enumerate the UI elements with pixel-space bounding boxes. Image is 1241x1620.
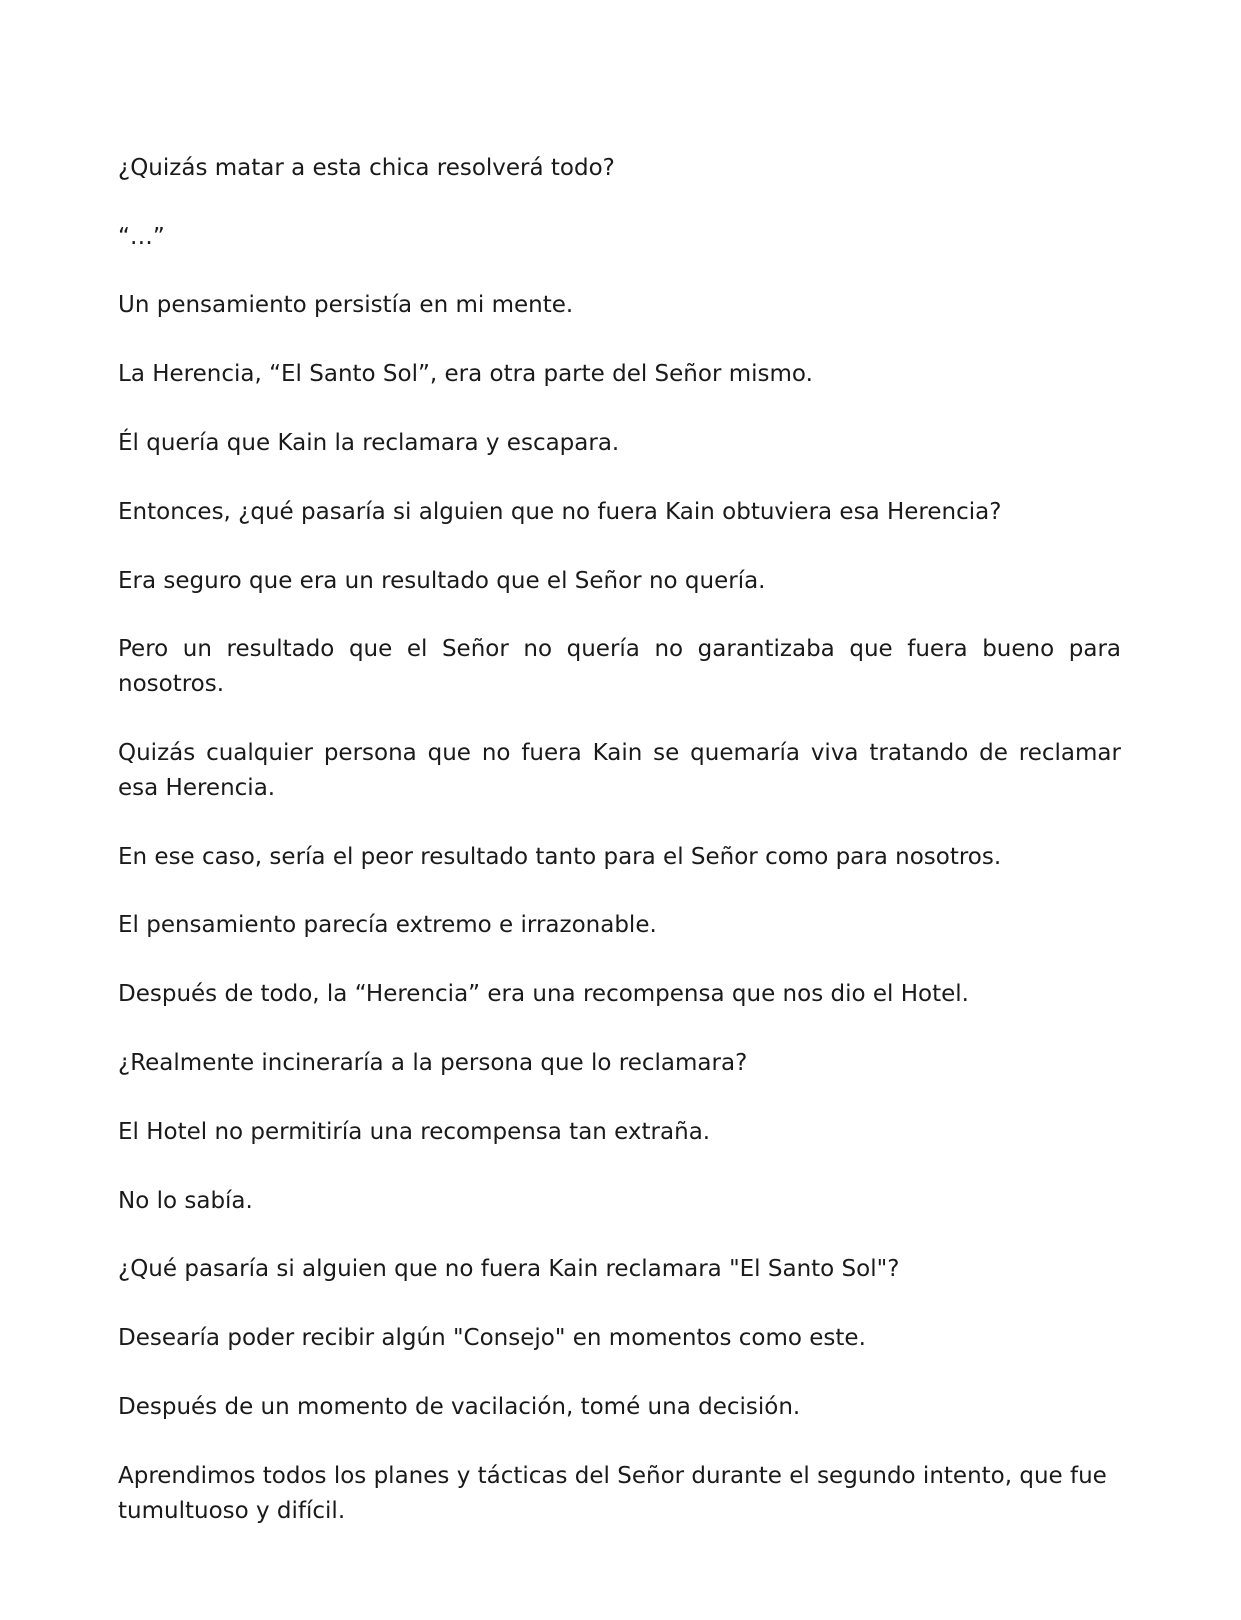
paragraph-8: Pero un resultado que el Señor no quería no garantizaba que fuera bueno para nosotros.	[118, 636, 1121, 697]
paragraph-10: En ese caso, sería el peor resultado tanto para el Señor como para nosotros.	[118, 844, 1002, 870]
paragraph-18: Después de un momento de vacilación, tomé una decisión.	[118, 1394, 801, 1420]
paragraph-3: Un pensamiento persistía en mi mente.	[118, 292, 574, 318]
paragraph-14: El Hotel no permitiría una recompensa tan extraña.	[118, 1119, 711, 1145]
paragraph-13: ¿Realmente incineraría a la persona que lo reclamara?	[118, 1050, 748, 1076]
paragraph-1: ¿Quizás matar a esta chica resolverá todo?	[118, 155, 615, 181]
paragraph-5: Él quería que Kain la reclamara y escapara.	[118, 430, 620, 456]
paragraph-2: “…”	[118, 224, 165, 250]
paragraph-11: El pensamiento parecía extremo e irrazonable.	[118, 912, 657, 938]
paragraph-17: Desearía poder recibir algún "Consejo" en momentos como este.	[118, 1325, 866, 1351]
paragraph-15: No lo sabía.	[118, 1188, 253, 1214]
paragraph-16: ¿Qué pasaría si alguien que no fuera Kain reclamara "El Santo Sol"?	[118, 1256, 900, 1282]
paragraph-4: La Herencia, “El Santo Sol”, era otra parte del Señor mismo.	[118, 361, 813, 387]
paragraph-19: Aprendimos todos los planes y tácticas del Señor durante el segundo intento, que fue tumultuoso y difícil.	[118, 1463, 1107, 1524]
paragraph-9: Quizás cualquier persona que no fuera Kain se quemaría viva tratando de reclamar esa Herencia.	[118, 740, 1121, 801]
paragraph-6: Entonces, ¿qué pasaría si alguien que no fuera Kain obtuviera esa Herencia?	[118, 499, 1002, 525]
paragraph-12: Después de todo, la “Herencia” era una recompensa que nos dio el Hotel.	[118, 981, 969, 1007]
paragraph-7: Era seguro que era un resultado que el Señor no quería.	[118, 568, 766, 594]
